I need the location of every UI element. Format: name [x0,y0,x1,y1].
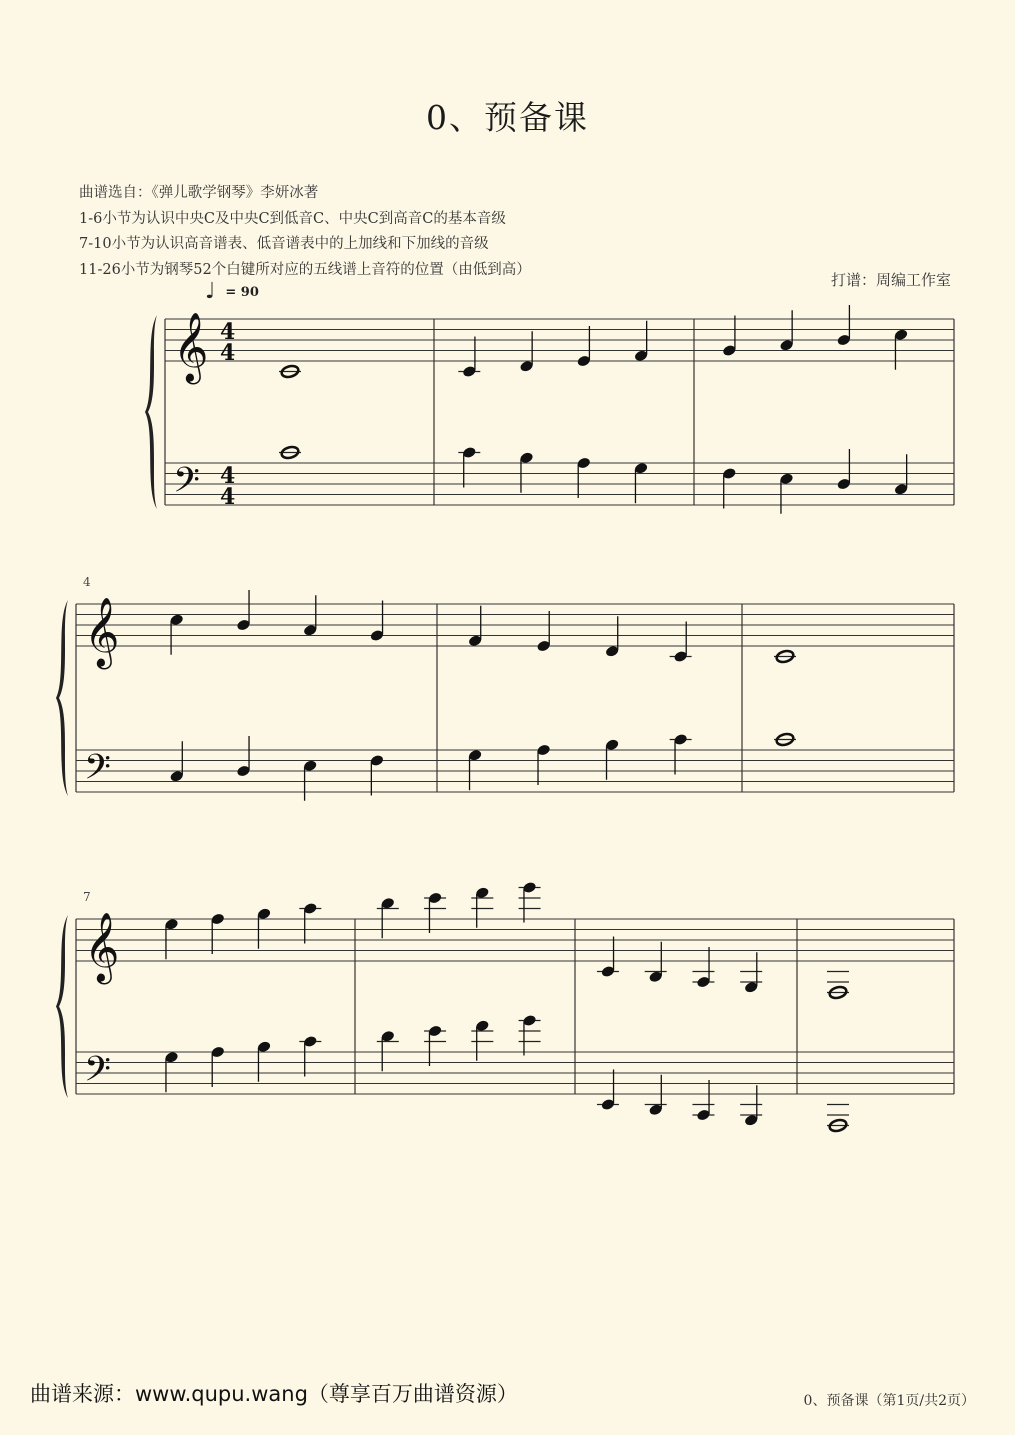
treble-clef-icon: 𝄞 [173,312,209,382]
brace [56,915,68,1098]
bass-clef-icon: 𝄢 [173,459,201,509]
bass-clef-icon: 𝄢 [84,1048,112,1098]
time-signature-top: 4 [220,319,236,345]
bass-clef-icon: 𝄢 [84,746,112,796]
time-signature-top: 4 [220,463,236,489]
info-line-3: 11-26小节为钢琴52个白键所对应的五线谱上音符的位置（由低到高） [79,262,531,278]
time-signature-bottom: 4 [220,340,236,366]
treble-clef-icon: 𝄞 [84,597,120,667]
quarter-note-icon: ♩ [205,278,216,304]
page-title: 0、预备课 [426,98,589,137]
info-line-1: 1-6小节为认识中央C及中央C到低音C、中央C到高音C的基本音级 [79,211,506,227]
info-line-2: 7-10小节为认识高音谱表、低音谱表中的上加线和下加线的音级 [79,236,489,252]
measure-number-4: 4 [83,575,91,589]
measure-number-7: 7 [83,890,91,904]
arranger-credit: 打谱：周编工作室 [830,271,951,289]
footer-source: 曲谱来源：www.qupu.wang（尊享百万曲谱资源） [30,1382,518,1406]
info-line-source: 曲谱选自：《弹儿歌学钢琴》李妍冰著 [79,185,319,201]
treble-clef-icon: 𝄞 [84,912,120,982]
time-signature-bottom: 4 [220,484,236,510]
tempo-value: = 90 [225,285,259,300]
brace [145,315,157,509]
footer-page-indicator: 0、预备课（第1页/共2页） [803,1393,975,1409]
brace [56,600,68,796]
